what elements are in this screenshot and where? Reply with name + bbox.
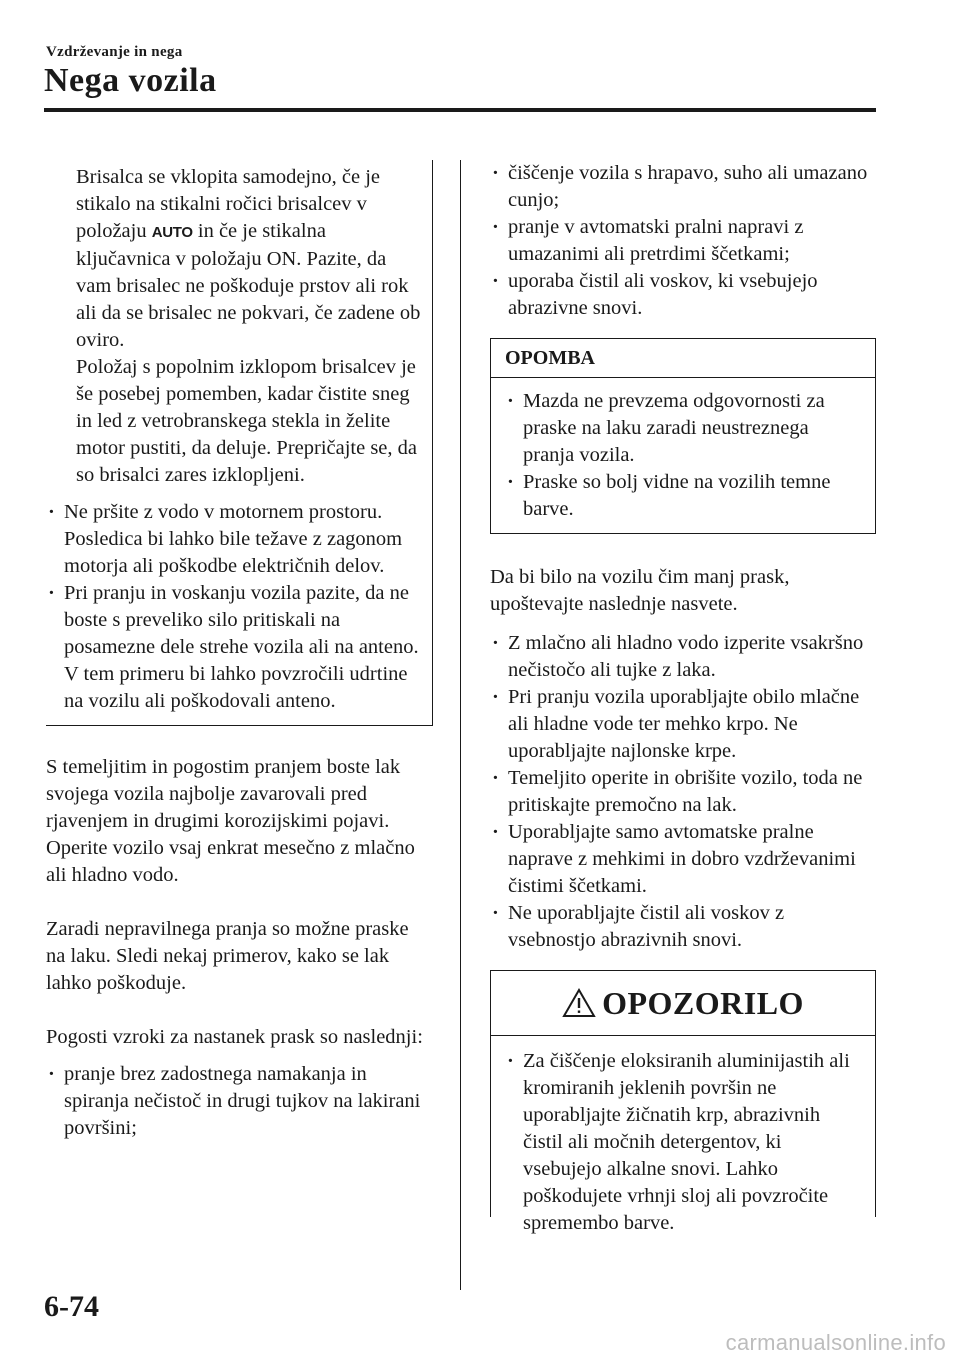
causes-list <box>46 1061 432 1142</box>
watermark: carmanualsonline.info <box>725 1330 946 1355</box>
section-label: Vzdrževanje in nega <box>46 44 183 60</box>
cause-item: · pranje brez zadostnega namakanja in spiranja nečistoč in drugi tujkov na lakirani površini; <box>46 1061 432 1142</box>
tip-item: · Z mlačno ali hladno vodo izperite vsakršno nečistočo ali tujke z laka. <box>490 630 876 684</box>
note-bullet: · Praske so bolj vidne na vozilih temne barve. <box>505 469 861 523</box>
caution-box <box>490 970 876 1234</box>
right-column <box>490 160 876 1234</box>
warning-triangle-icon <box>562 988 596 1018</box>
page-title: Nega vozila <box>44 62 217 99</box>
caution-title: OPOZORILO <box>602 984 804 1021</box>
warning-bullet: · Ne pršite z vodo v motornem prostoru. Posledica bi lahko bile težave z zagonom motorja ali poškodbe električnih delov. <box>46 499 422 580</box>
caution-bullet: · Za čiščenje eloksiranih aluminijastih ali kromiranih jeklenih površin ne uporabljajte žičnatih krp, abrazivnih čistil ali močnih detergentov, ki vsebujejo alkalne snovi. Lahko poškodujete vrhnji sloj ali povzročite spremembo barve. <box>505 1048 861 1237</box>
caution-body <box>491 1036 875 1237</box>
page-number: 6-74 <box>44 1290 99 1323</box>
note-bullet-list <box>505 388 861 523</box>
paragraph-tips: Da bi bilo na vozilu čim manj prask, upoštevajte naslednje nasvete. <box>490 566 790 615</box>
note-bullet: · Mazda ne prevzema odgovornosti za praske na laku zaradi neustreznega pranja vozila. <box>505 388 861 469</box>
warning-box-continuation <box>46 160 433 726</box>
warning-bullet-list <box>46 499 422 715</box>
warning-paragraph-1 <box>46 164 422 354</box>
cause-item: · pranje v avtomatski pralni napravi z umazanimi ali pretrdimi ščetkami; <box>490 214 876 268</box>
warning-paragraph-2: Položaj s popolnim izklopom brisalcev je še posebej pomemben, kadar čistite sneg in led z vetrobranskega stekla in želite motor pustiti, da deluje. Prepričajte se, da so brisalci zares izklopljeni. <box>76 356 418 486</box>
tip-item: · Temeljito operite in obrišite vozilo, toda ne pritiskajte premočno na lak. <box>490 765 876 819</box>
tip-item: · Uporabljajte samo avtomatske pralne naprave z mehkimi in dobro vzdrževanimi čistimi ščetkami. <box>490 819 876 900</box>
tips-list <box>490 630 876 954</box>
cause-item: · čiščenje vozila s hrapavo, suho ali umazano cunjo; <box>490 160 876 214</box>
cause-item: · uporaba čistil ali voskov, ki vsebujejo abrazivne snovi. <box>490 268 876 322</box>
paragraph-scratch: Zaradi nepravilnega pranja so možne praske na laku. Sledi nekaj primerov, kako se lak lahko poškoduje. <box>46 918 409 994</box>
left-column <box>46 160 432 1142</box>
note-title: OPOMBA <box>491 339 875 378</box>
caution-bullet-list <box>505 1048 861 1237</box>
paragraph-wash: S temeljitim in pogostim pranjem boste lak svojega vozila najbolje zavarovali pred rjavenjem in drugimi korozijskimi pojavi. Operite vozilo vsaj enkrat mesečno z mlačno ali hladno vodo. <box>46 756 415 886</box>
header-rule <box>44 108 876 112</box>
note-body <box>491 378 875 533</box>
warning-text-end: in če je stikalna ključavnica v položaju ON. Pazite, da vam brisalec ne poškoduje prstov ali rok ali da se brisalec ne pokvari, če zadene ob oviro. <box>76 220 421 351</box>
note-box <box>490 338 876 534</box>
paragraph-causes: Pogosti vzroki za nastanek prask so naslednji: <box>46 1026 423 1048</box>
warning-bullet: · Pri pranju in voskanju vozila pazite, da ne boste s preveliko silo pritiskali na posamezne dele strehe vozila ali na anteno. V tem primeru bi lahko povzročili udrtine na vozilu ali poškodovali anteno. <box>46 580 422 715</box>
tip-item: · Pri pranju vozila uporabljajte obilo mlačne ali hladne vode ter mehko krpo. Ne uporabljajte najlonske krpe. <box>490 684 876 765</box>
warning-text-start: Brisalca se vklopita samodejno, če je stikalo na stikalni ročici brisalcev v položaju <box>76 166 380 242</box>
causes-list-continued <box>490 160 876 322</box>
caution-header <box>491 971 875 1036</box>
tip-item: · Ne uporabljajte čistil ali voskov z vsebnostjo abrazivnih snovi. <box>490 900 876 954</box>
column-divider <box>460 160 461 1290</box>
auto-position-label: AUTO <box>151 224 193 241</box>
